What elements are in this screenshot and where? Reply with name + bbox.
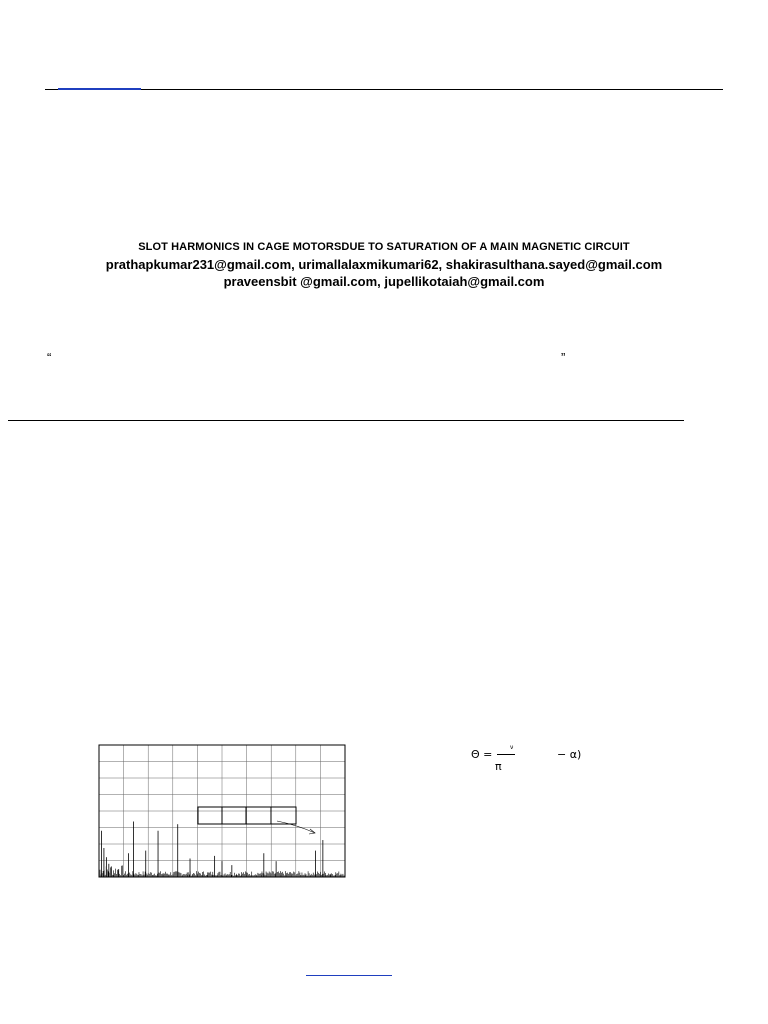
header-rule — [45, 89, 723, 90]
annotation-boxes — [198, 807, 296, 824]
harmonic-spectrum-chart — [97, 743, 347, 879]
equation-rhs: − α) — [557, 748, 582, 761]
paper-title: SLOT HARMONICS IN CAGE MOTORSDUE TO SATURATION OF A MAIN MAGNETIC CIRCUIT — [138, 241, 630, 253]
equation-denominator: π — [495, 760, 502, 773]
equation-lhs: Θ = — [471, 748, 493, 761]
header-link[interactable] — [58, 88, 141, 90]
authors-line-1: prathapkumar231@gmail.com, urimallalaxmikumari62, shakirasulthana.sayed@gmail.com — [105, 257, 663, 272]
annotation-box-3 — [246, 807, 271, 824]
annotation-box-1 — [198, 807, 222, 824]
quote-open: “ — [47, 350, 52, 365]
equation-numerator: ν — [510, 744, 514, 751]
authors-line-2: praveensbit @gmail.com, jupellikotaiah@gmail.com — [223, 274, 545, 289]
quote-close: ” — [561, 350, 566, 365]
footer-link[interactable] — [306, 975, 392, 976]
annotation-box-2 — [222, 807, 246, 824]
equation-fraction-bar — [497, 754, 515, 755]
annotation-box-4 — [271, 807, 296, 824]
section-divider — [8, 420, 684, 421]
